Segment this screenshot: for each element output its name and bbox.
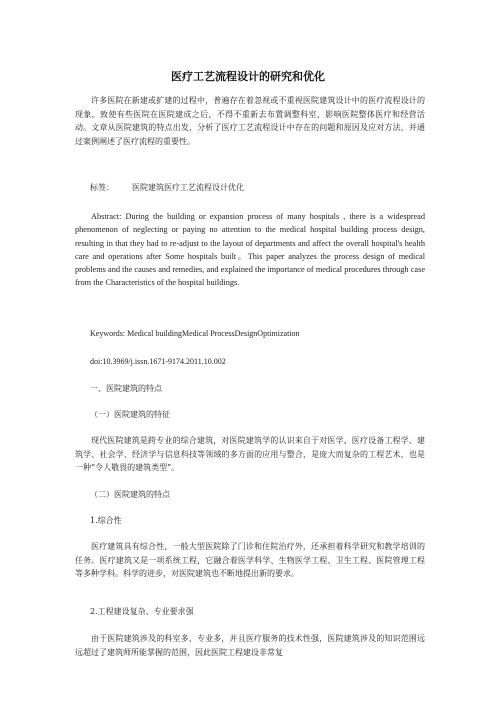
- item-heading-2: 2.工程建设复杂、专业要求强: [90, 607, 194, 616]
- paper-title: 医疗工艺流程设计的研究和优化: [171, 70, 325, 83]
- abstract-chinese: 许多医院在新建或扩建的过程中，普遍存在着忽视或不重视医院建筑设计中的医疗流程设计的现象，致使有些医院在医院建成之后，不得不重新去布置调整科室，影响医院整体医疗和经营活动。文章从医院建筑的特点出发，分析了医疗工艺流程设计中存在的问题和原因及应对方法，并通过案例阐述了医疗流程的重要性。: [75, 96, 425, 146]
- subsection-heading-1-1: （一）医院建筑的特征: [90, 410, 170, 419]
- paragraph-comprehensiveness: 医疗建筑具有综合性，一般大型医院除了门诊和住院治疗外，还承担着科学研究和教学培训的任务。医疗建筑又是一项系统工程，它融合着医学科学、生物医学工程、卫生工程、医院管理工程等多种学科。科学的进步，对医院建筑也不断地提出新的要求。: [75, 542, 425, 578]
- item-heading-1: 1.综合性: [90, 516, 122, 525]
- keywords-english: Keywords: Medical buildingMedical ProcessDesignOptimization: [90, 329, 300, 338]
- paragraph-complexity: 由于医院建筑涉及的科室多、专业多，并且医疗服务的技术性强，医院建筑涉及的知识范围远远超过了建筑师所能掌握的范围，因此医院工程建设非常复: [75, 634, 425, 657]
- subsection-heading-1-2: （二）医院建筑的特点: [90, 490, 170, 499]
- keywords-chinese-row: [90, 182, 244, 194]
- section-heading-1: 一、医院建筑的特点: [90, 384, 162, 393]
- abstract-english: Abstract: During the building or expansion process of many hospitals , there is a widespread phenomenon of neglecting or paying no attention to the medical hospital building process design, resulting in that they had to re-adjust to the layout of departments and affect the overall hospital's health care and operations after Some hospitals built。This paper analyzes the process design of medical problems and the causes and remedies, and explained the importance of medical procedures through case from the Characteristics of the hospital buildings.: [75, 212, 425, 288]
- paragraph-building-features: 现代医院建筑是跨专业的综合建筑，对医院建筑学的认识来自于对医学、医疗设备工程学、建筑学、社会学、经济学与信息科技等领域的多方面的应用与整合，是庞大而复杂的工程艺术，也是一种“令人敬畏的建筑类型”。: [75, 436, 425, 472]
- doi: doi:10.3969/j.issn.1671-9174.2011.10.002: [90, 357, 226, 366]
- keywords-chinese-label: 标签：: [90, 183, 114, 192]
- keywords-chinese: 医院建筑医疗工艺流程设计优化: [132, 183, 244, 192]
